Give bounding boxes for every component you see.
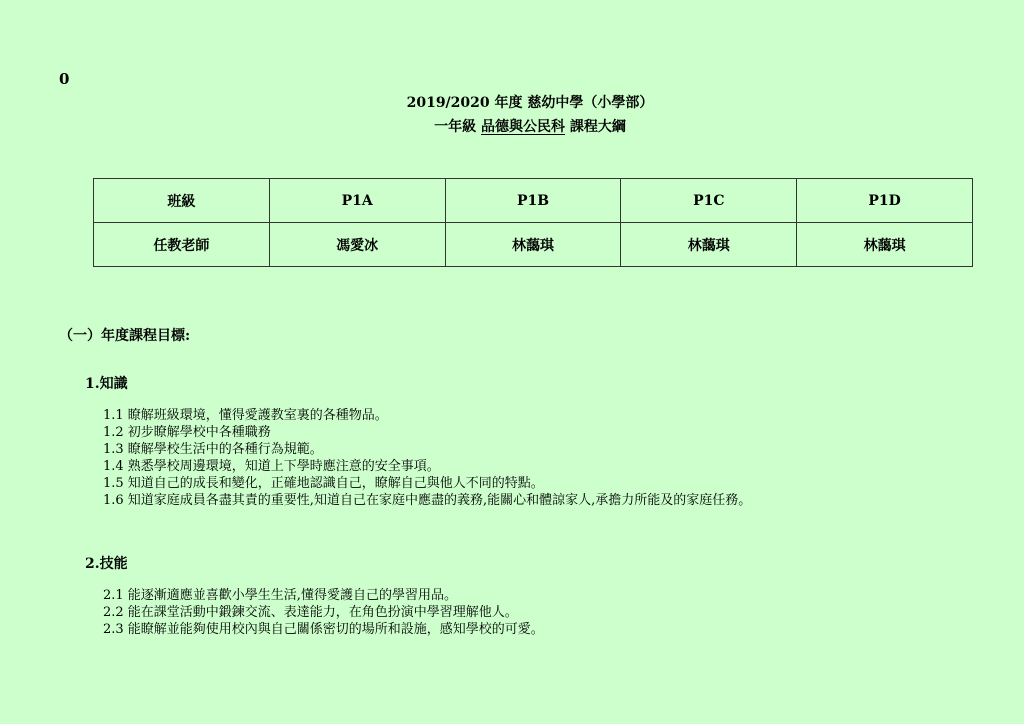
table-cell: 班級 [94, 179, 270, 223]
table-cell: P1D [797, 179, 973, 223]
table-cell: P1A [269, 179, 445, 223]
list-item: 2.1 能逐漸適應並喜歡小學生生活,懂得愛護自己的學習用品。 [103, 588, 457, 603]
table-row [94, 179, 973, 223]
table-cell: 林藹琪 [445, 223, 621, 267]
list-item: 1.4 熟悉學校周邊環境，知道上下學時應注意的安全事項。 [103, 459, 440, 474]
subtitle-subject: 品德與公民科 [481, 119, 565, 135]
list-item: 2.3 能瞭解並能夠使用校內與自己關係密切的場所和設施，感知學校的可愛。 [103, 622, 544, 637]
list-item: 1.2 初步瞭解學校中各種職務 [103, 425, 271, 440]
table-cell: 任教老師 [94, 223, 270, 267]
subheading-knowledge: 1.知識 [85, 376, 128, 392]
list-item: 2.2 能在課堂活動中鍛鍊交流、表達能力，在角色扮演中學習理解他人。 [103, 605, 518, 620]
page-number: 0 [59, 70, 70, 88]
table-cell: 馮愛冰 [269, 223, 445, 267]
list-item: 1.1 瞭解班級環境，懂得愛護教室裏的各種物品。 [103, 408, 388, 423]
subheading-skills: 2.技能 [85, 556, 128, 572]
table-cell: P1B [445, 179, 621, 223]
list-item: 1.3 瞭解學校生活中的各種行為規範。 [103, 442, 323, 457]
knowledge-list [103, 407, 751, 509]
list-item: 1.6 知道家庭成員各盡其責的重要性,知道自己在家庭中應盡的義務,能關心和體諒家人,承擔力所能及的家庭任務。 [103, 493, 752, 508]
document-title: 2019/2020 年度 慈幼中學（小學部） [406, 95, 654, 111]
subtitle-suffix: 課程大綱 [565, 119, 626, 135]
skills-list [103, 587, 544, 638]
document-subtitle [0, 116, 1024, 136]
table-cell: P1C [621, 179, 797, 223]
section-heading-objectives: （一）年度課程目標: [59, 328, 191, 344]
table-row [94, 223, 973, 267]
subtitle-grade: 一年級 [434, 119, 481, 135]
list-item: 1.5 知道自己的成長和變化，正確地認識自己，瞭解自己與他人不同的特點。 [103, 476, 544, 491]
class-teacher-table [93, 178, 973, 267]
table-cell: 林藹琪 [797, 223, 973, 267]
table-cell: 林藹琪 [621, 223, 797, 267]
